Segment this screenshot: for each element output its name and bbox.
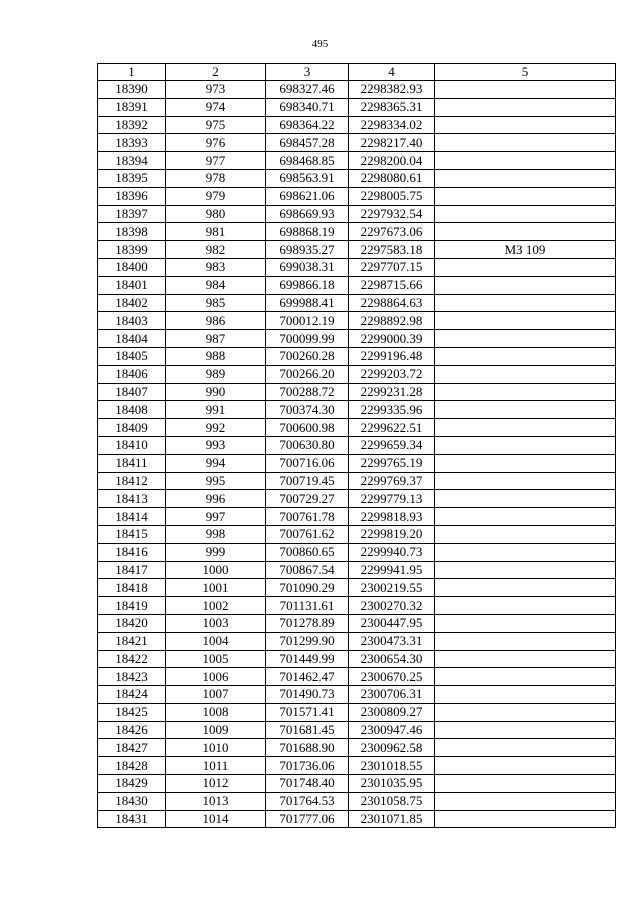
cell-coordinate-y: 2299203.72 [349,365,435,383]
cell-vertex-number: 1006 [166,668,266,686]
cell-coordinate-x: 701299.90 [266,632,349,650]
cell-note [435,472,616,490]
cell-vertex-number: 1009 [166,721,266,739]
table-row [98,294,616,312]
cell-note [435,579,616,597]
cell-note [435,703,616,721]
cell-coordinate-y: 2299941.95 [349,561,435,579]
cell-vertex-number: 994 [166,454,266,472]
cell-point-number: 18422 [98,650,166,668]
column-header: 4 [349,64,435,81]
table-row [98,330,616,348]
cell-coordinate-x: 701090.29 [266,579,349,597]
cell-vertex-number: 981 [166,223,266,241]
cell-vertex-number: 975 [166,116,266,134]
cell-vertex-number: 979 [166,187,266,205]
table-row [98,365,616,383]
cell-note [435,739,616,757]
cell-vertex-number: 983 [166,258,266,276]
cell-coordinate-x: 700266.20 [266,365,349,383]
cell-vertex-number: 1007 [166,686,266,704]
cell-coordinate-x: 701571.41 [266,703,349,721]
cell-point-number: 18404 [98,330,166,348]
cell-coordinate-x: 700719.45 [266,472,349,490]
cell-vertex-number: 984 [166,276,266,294]
cell-vertex-number: 995 [166,472,266,490]
cell-coordinate-y: 2299622.51 [349,419,435,437]
cell-coordinate-y: 2300947.46 [349,721,435,739]
cell-coordinate-x: 699038.31 [266,258,349,276]
cell-note [435,81,616,99]
cell-point-number: 18412 [98,472,166,490]
cell-vertex-number: 978 [166,169,266,187]
cell-vertex-number: 986 [166,312,266,330]
cell-coordinate-x: 699988.41 [266,294,349,312]
cell-coordinate-y: 2297583.18 [349,241,435,259]
cell-coordinate-y: 2299000.39 [349,330,435,348]
cell-vertex-number: 1002 [166,597,266,615]
cell-vertex-number: 997 [166,508,266,526]
cell-note [435,436,616,454]
cell-coordinate-y: 2297932.54 [349,205,435,223]
table-row [98,668,616,686]
cell-point-number: 18406 [98,365,166,383]
cell-coordinate-y: 2298365.31 [349,98,435,116]
cell-coordinate-y: 2300473.31 [349,632,435,650]
cell-vertex-number: 973 [166,81,266,99]
cell-point-number: 18431 [98,810,166,828]
table-row [98,614,616,632]
cell-point-number: 18429 [98,775,166,793]
cell-coordinate-x: 701777.06 [266,810,349,828]
cell-note [435,258,616,276]
table-row [98,757,616,775]
cell-coordinate-y: 2301018.55 [349,757,435,775]
cell-point-number: 18397 [98,205,166,223]
column-header: 2 [166,64,266,81]
cell-vertex-number: 993 [166,436,266,454]
cell-point-number: 18418 [98,579,166,597]
cell-coordinate-x: 698935.27 [266,241,349,259]
cell-coordinate-x: 698364.22 [266,116,349,134]
cell-coordinate-x: 699866.18 [266,276,349,294]
table-row [98,81,616,99]
cell-vertex-number: 988 [166,347,266,365]
cell-coordinate-y: 2301071.85 [349,810,435,828]
cell-note [435,721,616,739]
cell-coordinate-y: 2299779.13 [349,490,435,508]
cell-note [435,187,616,205]
cell-note [435,490,616,508]
cell-point-number: 18398 [98,223,166,241]
cell-coordinate-x: 700600.98 [266,419,349,437]
cell-coordinate-y: 2298200.04 [349,152,435,170]
cell-coordinate-x: 698868.19 [266,223,349,241]
table-row [98,169,616,187]
cell-coordinate-y: 2299765.19 [349,454,435,472]
cell-note: МЗ 109 [435,241,616,259]
cell-note [435,757,616,775]
cell-point-number: 18399 [98,241,166,259]
cell-coordinate-y: 2298864.63 [349,294,435,312]
cell-coordinate-y: 2299819.20 [349,525,435,543]
table-row [98,401,616,419]
cell-point-number: 18415 [98,525,166,543]
cell-coordinate-x: 700260.28 [266,347,349,365]
cell-note [435,294,616,312]
cell-coordinate-y: 2298080.61 [349,169,435,187]
cell-note [435,686,616,704]
column-header: 3 [266,64,349,81]
cell-point-number: 18390 [98,81,166,99]
table-row [98,98,616,116]
cell-point-number: 18402 [98,294,166,312]
table-row [98,525,616,543]
cell-vertex-number: 1004 [166,632,266,650]
cell-coordinate-y: 2298217.40 [349,134,435,152]
coordinates-table [97,63,616,828]
cell-point-number: 18417 [98,561,166,579]
table-row [98,739,616,757]
cell-note [435,330,616,348]
cell-coordinate-x: 700374.30 [266,401,349,419]
cell-coordinate-y: 2300270.32 [349,597,435,615]
table-row [98,490,616,508]
table-row [98,152,616,170]
cell-point-number: 18403 [98,312,166,330]
cell-coordinate-x: 701688.90 [266,739,349,757]
cell-vertex-number: 996 [166,490,266,508]
cell-point-number: 18395 [98,169,166,187]
table-row [98,241,616,259]
cell-point-number: 18423 [98,668,166,686]
cell-note [435,792,616,810]
cell-note [435,650,616,668]
table-row [98,312,616,330]
cell-vertex-number: 990 [166,383,266,401]
table-row [98,276,616,294]
cell-coordinate-x: 698340.71 [266,98,349,116]
cell-point-number: 18427 [98,739,166,757]
cell-coordinate-x: 701462.47 [266,668,349,686]
cell-note [435,508,616,526]
table-row [98,597,616,615]
table-row [98,134,616,152]
cell-vertex-number: 1008 [166,703,266,721]
cell-coordinate-y: 2300654.30 [349,650,435,668]
cell-vertex-number: 1012 [166,775,266,793]
cell-coordinate-x: 701764.53 [266,792,349,810]
cell-coordinate-x: 700012.19 [266,312,349,330]
table-row [98,223,616,241]
cell-note [435,169,616,187]
cell-vertex-number: 980 [166,205,266,223]
table-body [98,81,616,828]
cell-vertex-number: 1003 [166,614,266,632]
cell-coordinate-x: 701131.61 [266,597,349,615]
table-row [98,703,616,721]
cell-coordinate-x: 700867.54 [266,561,349,579]
table-row [98,116,616,134]
cell-vertex-number: 998 [166,525,266,543]
cell-vertex-number: 1013 [166,792,266,810]
cell-coordinate-y: 2299196.48 [349,347,435,365]
cell-coordinate-y: 2300219.55 [349,579,435,597]
table-row [98,792,616,810]
cell-coordinate-y: 2299335.96 [349,401,435,419]
cell-point-number: 18400 [98,258,166,276]
table-row [98,419,616,437]
cell-coordinate-x: 698327.46 [266,81,349,99]
table-row [98,561,616,579]
cell-note [435,454,616,472]
cell-note [435,205,616,223]
cell-coordinate-x: 700761.78 [266,508,349,526]
cell-note [435,614,616,632]
cell-note [435,223,616,241]
column-header: 5 [435,64,616,81]
table-header-row [98,64,616,81]
cell-note [435,347,616,365]
cell-note [435,543,616,561]
cell-coordinate-x: 701681.45 [266,721,349,739]
cell-coordinate-y: 2300809.27 [349,703,435,721]
cell-note [435,312,616,330]
cell-note [435,276,616,294]
table-row [98,187,616,205]
cell-point-number: 18413 [98,490,166,508]
cell-coordinate-y: 2300670.25 [349,668,435,686]
cell-point-number: 18414 [98,508,166,526]
cell-note [435,775,616,793]
cell-point-number: 18407 [98,383,166,401]
cell-vertex-number: 1011 [166,757,266,775]
cell-coordinate-x: 698468.85 [266,152,349,170]
cell-coordinate-y: 2298005.75 [349,187,435,205]
cell-coordinate-x: 700716.06 [266,454,349,472]
table-row [98,472,616,490]
cell-note [435,668,616,686]
cell-point-number: 18411 [98,454,166,472]
cell-coordinate-y: 2297707.15 [349,258,435,276]
cell-vertex-number: 985 [166,294,266,312]
cell-point-number: 18424 [98,686,166,704]
cell-note [435,383,616,401]
cell-note [435,810,616,828]
cell-note [435,152,616,170]
cell-coordinate-x: 700630.80 [266,436,349,454]
cell-point-number: 18394 [98,152,166,170]
table-row [98,579,616,597]
cell-coordinate-y: 2299769.37 [349,472,435,490]
table-row [98,508,616,526]
cell-coordinate-x: 698457.28 [266,134,349,152]
table-row [98,650,616,668]
cell-coordinate-y: 2300706.31 [349,686,435,704]
table-row [98,347,616,365]
cell-coordinate-x: 701449.99 [266,650,349,668]
cell-coordinate-y: 2299231.28 [349,383,435,401]
cell-vertex-number: 989 [166,365,266,383]
cell-coordinate-y: 2299659.34 [349,436,435,454]
cell-point-number: 18410 [98,436,166,454]
cell-point-number: 18428 [98,757,166,775]
cell-note [435,401,616,419]
cell-point-number: 18393 [98,134,166,152]
cell-coordinate-y: 2301035.95 [349,775,435,793]
cell-coordinate-x: 698563.91 [266,169,349,187]
cell-coordinate-x: 700761.62 [266,525,349,543]
cell-coordinate-y: 2298715.66 [349,276,435,294]
cell-coordinate-y: 2300962.58 [349,739,435,757]
table-row [98,436,616,454]
table-row [98,543,616,561]
cell-coordinate-y: 2298892.98 [349,312,435,330]
cell-note [435,419,616,437]
cell-point-number: 18426 [98,721,166,739]
cell-coordinate-x: 698669.93 [266,205,349,223]
cell-point-number: 18401 [98,276,166,294]
cell-vertex-number: 991 [166,401,266,419]
cell-coordinate-x: 701278.89 [266,614,349,632]
cell-vertex-number: 982 [166,241,266,259]
cell-vertex-number: 1000 [166,561,266,579]
table-row [98,383,616,401]
cell-coordinate-y: 2301058.75 [349,792,435,810]
cell-point-number: 18416 [98,543,166,561]
cell-point-number: 18392 [98,116,166,134]
cell-note [435,134,616,152]
cell-vertex-number: 987 [166,330,266,348]
cell-note [435,525,616,543]
cell-coordinate-y: 2300447.95 [349,614,435,632]
cell-coordinate-x: 701736.06 [266,757,349,775]
cell-vertex-number: 1001 [166,579,266,597]
cell-coordinate-y: 2297673.06 [349,223,435,241]
cell-coordinate-x: 700729.27 [266,490,349,508]
cell-coordinate-y: 2298334.02 [349,116,435,134]
cell-coordinate-x: 701490.73 [266,686,349,704]
table-row [98,205,616,223]
table-row [98,775,616,793]
cell-note [435,98,616,116]
cell-note [435,116,616,134]
cell-point-number: 18419 [98,597,166,615]
column-header: 1 [98,64,166,81]
cell-vertex-number: 1010 [166,739,266,757]
cell-point-number: 18391 [98,98,166,116]
cell-coordinate-y: 2299940.73 [349,543,435,561]
cell-vertex-number: 992 [166,419,266,437]
cell-note [435,561,616,579]
table-row [98,258,616,276]
cell-vertex-number: 1005 [166,650,266,668]
cell-vertex-number: 976 [166,134,266,152]
table-row [98,632,616,650]
table-row [98,686,616,704]
cell-note [435,365,616,383]
cell-coordinate-x: 700099.99 [266,330,349,348]
cell-coordinate-x: 700288.72 [266,383,349,401]
cell-note [435,597,616,615]
cell-point-number: 18409 [98,419,166,437]
table-row [98,810,616,828]
table-row [98,721,616,739]
cell-point-number: 18396 [98,187,166,205]
cell-note [435,632,616,650]
page-number: 495 [311,38,329,50]
cell-vertex-number: 999 [166,543,266,561]
cell-coordinate-x: 700860.65 [266,543,349,561]
table-row [98,454,616,472]
cell-vertex-number: 974 [166,98,266,116]
cell-vertex-number: 1014 [166,810,266,828]
cell-vertex-number: 977 [166,152,266,170]
cell-coordinate-y: 2298382.93 [349,81,435,99]
cell-point-number: 18420 [98,614,166,632]
cell-coordinate-y: 2299818.93 [349,508,435,526]
cell-point-number: 18405 [98,347,166,365]
cell-coordinate-x: 698621.06 [266,187,349,205]
cell-point-number: 18425 [98,703,166,721]
cell-point-number: 18408 [98,401,166,419]
cell-point-number: 18421 [98,632,166,650]
cell-point-number: 18430 [98,792,166,810]
cell-coordinate-x: 701748.40 [266,775,349,793]
